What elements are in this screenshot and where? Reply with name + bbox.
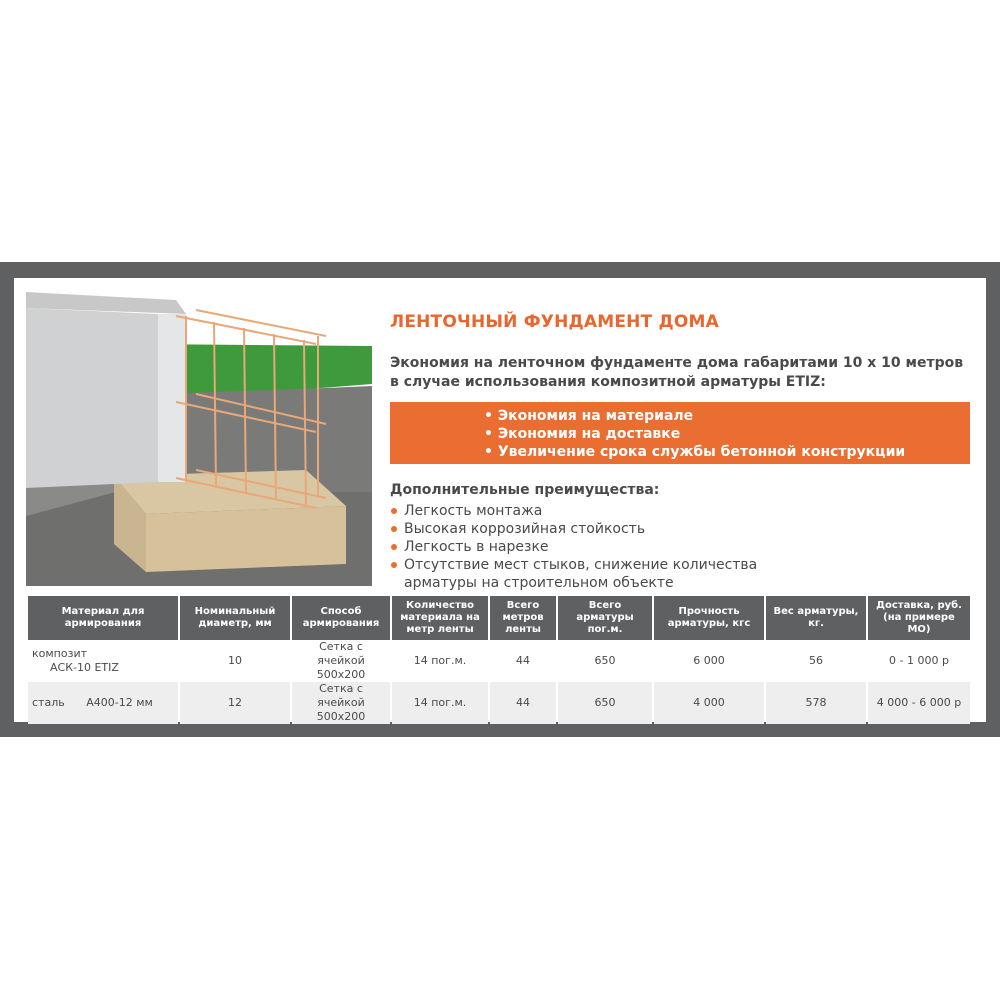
cell-weight: 578 [766,682,866,724]
cell-diameter: 10 [228,654,242,667]
banner-panel [14,278,986,722]
header-weight: Вес арматуры, кг. [766,596,866,640]
table-row [28,640,970,682]
cell-strength: 6 000 [693,654,725,667]
cell-per-meter: 14 пог.м. [392,682,488,724]
material-grade: АСК-10 ETIZ [50,661,119,674]
advantage-item: Высокая коррозийная стойкость [390,520,970,538]
header-strength: Прочность арматуры, кгс [654,596,764,640]
header-per-meter: Количество материала на метр ленты [392,596,488,640]
highlights-list [390,402,970,461]
table-header-row [28,596,970,640]
header-total-meters: Всего метров ленты [490,596,556,640]
material-grade: А400-12 мм [86,696,153,709]
advantages-title: Дополнительные преимущества: [390,482,660,498]
cell-method: Сетка с ячейкой 500х200 [292,682,390,724]
advantage-item: Легкость в нарезке [390,538,970,556]
highlight-item: • Экономия на материале [484,407,970,425]
cell-material [28,682,178,724]
material-name: сталь [32,696,65,709]
header-total-rebar: Всего арматуры пог.м. [558,596,652,640]
highlights-box [390,402,970,464]
cell-total-rebar: 650 [558,682,652,724]
highlight-item: • Увеличение срока службы бетонной конструкции [484,443,970,461]
cell-per-meter: 14 пог.м. [413,654,467,667]
advantage-item: Отсутствие мест стыков, снижение количества арматуры на строительном объекте [390,556,774,592]
advantage-item: Легкость монтажа [390,502,970,520]
cell-material [28,640,178,682]
cell-delivery: 4 000 - 6 000 р [868,682,970,724]
header-material: Материал для армирования [28,596,178,640]
banner-frame [0,262,1000,737]
material-name: композит [32,647,87,660]
intro-text: Экономия на ленточном фундаменте дома габаритами 10 х 10 метров в случае использования композитной арматуры ETIZ: [390,355,964,390]
cell-total-meters: 44 [516,654,530,667]
header-method: Способ армирования [292,596,390,640]
foundation-illustration [26,292,372,586]
header-delivery: Доставка, руб. (на примере МО) [868,596,970,640]
cell-delivery: 0 - 1 000 р [889,654,949,667]
cell-strength: 4 000 [654,682,764,724]
advantages-list [390,502,970,592]
page-title: ЛЕНТОЧНЫЙ ФУНДАМЕНТ ДОМА [390,312,719,332]
table-row [28,682,970,724]
cell-weight: 56 [809,654,823,667]
cell-total-rebar: 650 [594,654,616,667]
cell-method: Сетка с ячейкой 500х200 [316,640,366,681]
cell-total-meters: 44 [490,682,556,724]
comparison-table [26,596,972,724]
header-diameter: Номинальный диаметр, мм [180,596,290,640]
cell-diameter: 12 [180,682,290,724]
highlight-item: • Экономия на доставке [484,425,970,443]
